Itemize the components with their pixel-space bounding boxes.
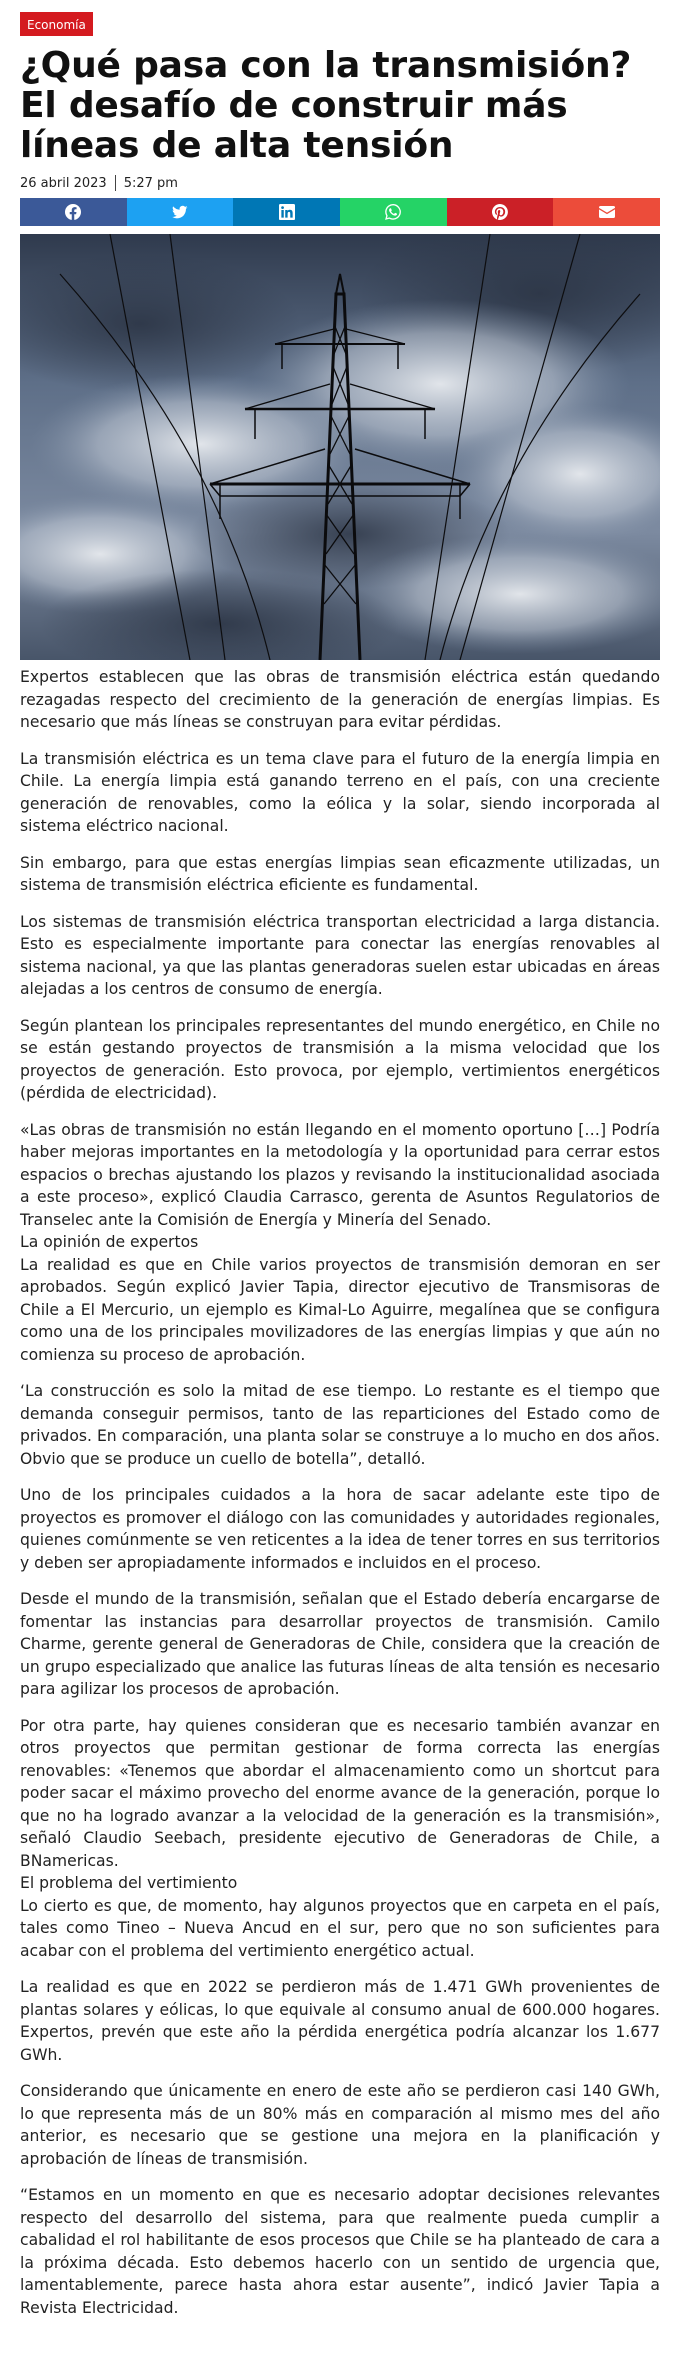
paragraph: Por otra parte, hay quienes consideran que es necesario también avanzar en otros proyectos que permitan gestionar de forma correcta las energías renovables: «Tenemos que abordar el almacenamiento como un shortcut para poder sacar el máximo provecho del enorme avance de la generación, porque lo que no ha logrado avanzar a la velocidad de la generación es la transmisión», señaló Claudio Seebach, presidente ejecutivo de Generadoras de Chile, a BNamericas. — [20, 1716, 660, 1870]
article-container — [20, 0, 680, 2319]
share-pinterest-button[interactable] — [447, 198, 554, 226]
paragraph: ‘La construcción es solo la mitad de ese tiempo. Lo restante es el tiempo que demanda conseguir permisos, tanto de las reparticiones del Estado como de privados. En comparación, una planta solar se construye a lo mucho en dos años. Obvio que se produce un cuello de botella”, detalló. — [20, 1382, 660, 1468]
share-linkedin-button[interactable] — [233, 198, 340, 226]
linkedin-icon — [279, 204, 295, 220]
meta-divider — [115, 175, 116, 191]
twitter-icon — [172, 204, 188, 220]
pinterest-icon — [492, 204, 508, 220]
category-badge[interactable]: Economía — [20, 12, 93, 36]
share-twitter-button[interactable] — [127, 198, 234, 226]
publish-date: 26 abril 2023 — [20, 175, 107, 191]
paragraph: Considerando que únicamente en enero de este año se perdieron casi 140 GWh, lo que representa más de un 80% más en comparación al mismo mes del año anterior, es necesario que se gestione una mejora en la planificación y aprobación de líneas de transmisión. — [20, 2082, 660, 2168]
subheading: La opinión de expertos — [20, 1233, 199, 1251]
paragraph: Lo cierto es que, de momento, hay algunos proyectos que en carpeta en el país, tales como Tineo – Nueva Ancud en el sur, pero que no son suficientes para acabar con el problema del vertimiento energético actual. — [20, 1896, 660, 1960]
paragraph: La realidad es que en Chile varios proyectos de transmisión demoran en ser aprobados. Según explicó Javier Tapia, director ejecutivo de Transmisoras de Chile a El Mercurio, un ejemplo es Kimal-Lo Aguirre, megalínea que se configura como una de los principales movilizadores de las energías limpias y que aún no comienza su proceso de aprobación. — [20, 1255, 660, 1364]
publish-time: 5:27 pm — [123, 175, 178, 191]
share-facebook-button[interactable] — [20, 198, 127, 226]
paragraph: Sin embargo, para que estas energías limpias sean eficazmente utilizadas, un sistema de transmisión eléctrica eficiente es fundamental. — [20, 853, 660, 894]
envelope-icon — [599, 204, 615, 220]
paragraph: Según plantean los principales representantes del mundo energético, en Chile no se están gestando proyectos de transmisión a la misma velocidad que los proyectos de generación. Esto provoca, por ejemplo, vertimientos energéticos (pérdida de electricidad). — [20, 1016, 660, 1102]
facebook-icon — [65, 204, 81, 220]
article-body — [20, 666, 660, 2319]
share-email-button[interactable] — [553, 198, 660, 226]
paragraph: “Estamos en un momento en que es necesario adoptar decisiones relevantes respecto del desarrollo del sistema, para que realmente pueda cumplir a cabalidad el rol habilitante de esos procesos que Chile se ha planteado de cara a la próxima década. Esto debemos hacerlo con un sentido de urgencia que, lamentablemente, parece hasta ahora estar ausente”, indicó Javier Tapia a Revista Electricidad. — [20, 2186, 660, 2317]
paragraph: Uno de los principales cuidados a la hora de sacar adelante este tipo de proyectos es promover el diálogo con las comunidades y autoridades regionales, quienes comúnmente se ven reticentes a la idea de tener torres en sus territorios y deben ser apropiadamente informados e incluidos en el proceso. — [20, 1486, 660, 1572]
paragraph: Desde el mundo de la transmisión, señalan que el Estado debería encargarse de fomentar las instancias para desarrollar proyectos de transmisión. Camilo Charme, gerente general de Generadoras de Chile, considera que la creación de un grupo especializado que analice las futuras líneas de alta tensión es necesario para agilizar los procesos de aprobación. — [20, 1590, 660, 1698]
subheading: El problema del vertimiento — [20, 1874, 238, 1892]
article-title: ¿Qué pasa con la transmisión? El desafío de construir más líneas de alta tensión — [20, 45, 632, 166]
paragraph: Los sistemas de transmisión eléctrica transportan electricidad a larga distancia. Esto es especialmente importante para conectar las energías renovables al sistema nacional, ya que las plantas generadoras suelen estar ubicadas en áreas alejadas a los centros de consumo de energía. — [20, 912, 660, 998]
paragraph: La realidad es que en 2022 se perdieron más de 1.471 GWh provenientes de plantas solares y eólicas, lo que equivale al consumo anual de 600.000 hogares. Expertos, prevén que este año la pérdida energética podría alcanzar los 1.677 GWh. — [20, 1978, 660, 2064]
paragraph: La transmisión eléctrica es un tema clave para el futuro de la energía limpia en Chile. La energía limpia está ganando terreno en el país, con una creciente generación de renovables, como la eólica y la solar, siendo incorporada al sistema eléctrico nacional. — [20, 749, 660, 835]
article-meta — [20, 174, 680, 192]
share-whatsapp-button[interactable] — [340, 198, 447, 226]
share-bar — [20, 198, 660, 226]
paragraph: Expertos establecen que las obras de transmisión eléctrica están quedando rezagadas respecto del crecimiento de la generación de energías limpias. Es necesario que más líneas se construyan para evitar pérdidas. — [20, 668, 660, 731]
paragraph: «Las obras de transmisión no están llegando en el momento oportuno […] Podría haber mejoras importantes en la metodología y la oportunidad para cerrar estos espacios o brechas ajustando los plazos y revisando la institucionalidad asociada a este proceso», explicó Claudia Carrasco, gerenta de Asuntos Regulatorios de Transelec ante la Comisión de Energía y Minería del Senado. — [20, 1120, 660, 1229]
whatsapp-icon — [385, 204, 401, 220]
hero-image — [20, 234, 660, 660]
